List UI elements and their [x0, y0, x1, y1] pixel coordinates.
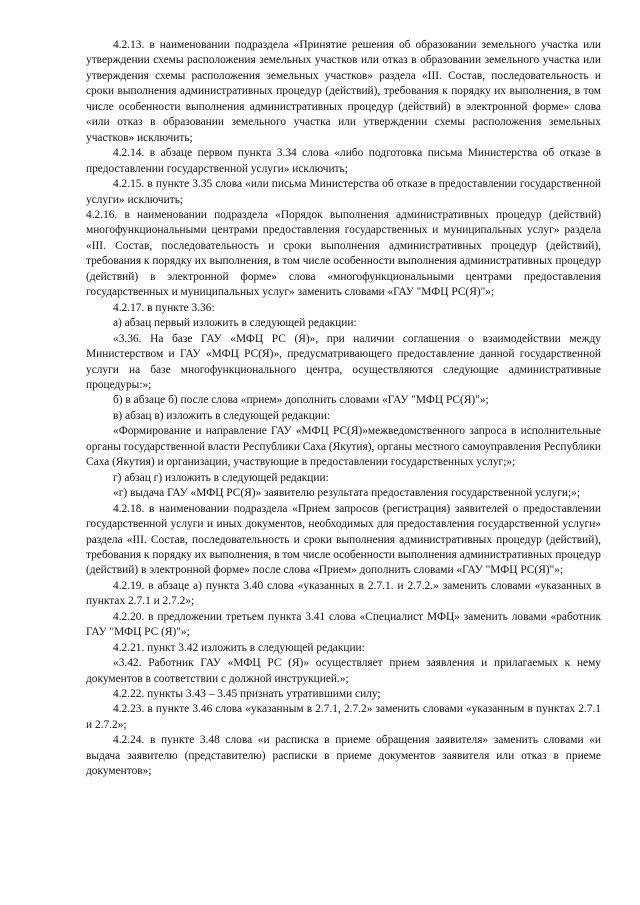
paragraph: 4.2.16. в наименовании подраздела «Порядок выполнения административных процедур (действий) многофункциональными центрами предоставления государственных и муниципальных услуг» раздела «III. Состав, последовательность и сроки выполнения административных процедур (действий), требования к порядку их выполнения, в том числе особенности выполнения административных процедур (действий) в электронной форме» слова «многофункциональными центрами предоставления государственных и муниципальных услуг» заменить словами «ГАУ "МФЦ РС(Я)"»;	[86, 208, 601, 299]
paragraph: 4.2.22. пункты 3.43 – 3.45 признать утратившими силу;	[113, 688, 381, 701]
paragraph: 4.2.21. пункт 3.42 изложить в следующей редакции:	[113, 641, 365, 654]
paragraph: 4.2.24. в пункте 3.48 слова «и расписка в приеме обращения заявителя» заменить словами «и выдача заявителю (представителю) расписки в приеме документов заявителя или отказ в приеме документов»;	[86, 734, 601, 778]
paragraph: «г) выдача ГАУ «МФЦ РС(Я)» заявителю результата предоставления государственной услуги;»;	[113, 487, 581, 500]
paragraph: 4.2.20. в предложении третьем пункта 3.41 слова «Специалист МФЦ» заменить ловами «работник ГАУ "МФЦ РС (Я)"»;	[86, 610, 601, 639]
paragraph: б) в абзаце б) после слова «прием» дополнить словами «ГАУ "МФЦ РС(Я)"»;	[113, 394, 489, 407]
paragraph: 4.2.19. в абзаце а) пункта 3.40 слова «указанных в 2.7.1. и 2.7.2.» заменить словами «указанных в пунктах 2.7.1 и 2.7.2»;	[86, 579, 601, 608]
paragraph: 4.2.17. в пункте 3.36:	[113, 301, 215, 314]
paragraph: 4.2.14. в абзаце первом пункта 3.34 слова «либо подготовка письма Министерства об отказе в предоставлении государственной услуги» исключить;	[86, 147, 601, 175]
paragraph: «3.42. Работник ГАУ «МФЦ РС (Я)» осуществляет прием заявления и прилагаемых к нему документов в соответствии с должной инструкцией.»;	[86, 657, 601, 685]
paragraph: 4.2.23. в пункте 3.46 слова «указанным в 2.7.1, 2.7.2» заменить словами «указанным в пунктах 2.7.1 и 2.7.2»;	[86, 703, 601, 731]
paragraph: в) абзац в) изложить в следующей редакции:	[113, 409, 331, 422]
paragraph: 4.2.13. в наименовании подраздела «Принятие решения об образовании земельного участка или утверждении схемы расположения земельных участков или отказ в образовании земельного участка или утверждения схемы расположения земельных участков» раздела «III. Состав, последовательность и сроки выполнения административных процедур (действий), требования к порядку их выполнения, в том числе особенности выполнения административных процедур (действий) в электронной форме» слова «или отказ в образовании земельного участка или утверждении схемы расположения земельных участков» исключить;	[86, 39, 601, 144]
document-page	[86, 38, 601, 780]
paragraph: 4.2.18. в наименовании подраздела «Прием запросов (регистрация) заявителей о предоставлении государственной услуги и иных документов, необходимых для предоставления государственной услуги» раздела «III. Состав, последовательность и сроки выполнения административных процедур (действий), требования к порядку их выполнения, в том числе особенности выполнения административных процедур (действий) в электронной форме» после слова «Прием» дополнить словами «ГАУ "МФЦ РС(Я)"»;	[86, 502, 601, 577]
paragraph: «3.36. На базе ГАУ «МФЦ РС (Я)», при наличии соглашения о взаимодействии между Министерством и ГАУ «МФЦ РС(Я)», предусматривающего предоставление данной государственной услуги на базе многофункционального центра, осуществляются следующие административные процедуры:»;	[86, 332, 601, 391]
paragraph: а) абзац первый изложить в следующей редакции:	[113, 317, 357, 330]
paragraph: 4.2.15. в пункте 3.35 слова «или письма Министерства об отказе в предоставлении государственной услуги» исключить;	[86, 178, 601, 206]
paragraph: г) абзац г) изложить в следующей редакции:	[113, 471, 329, 484]
paragraph: «Формирование и направление ГАУ «МФЦ РС(Я)»межведомственного запроса в исполнительные органы государственной власти Республики Саха (Якутия), органы местного самоуправления Республики Саха (Якутия) и организации, участвующие в предоставлении государственных услуг;»;	[86, 425, 601, 469]
